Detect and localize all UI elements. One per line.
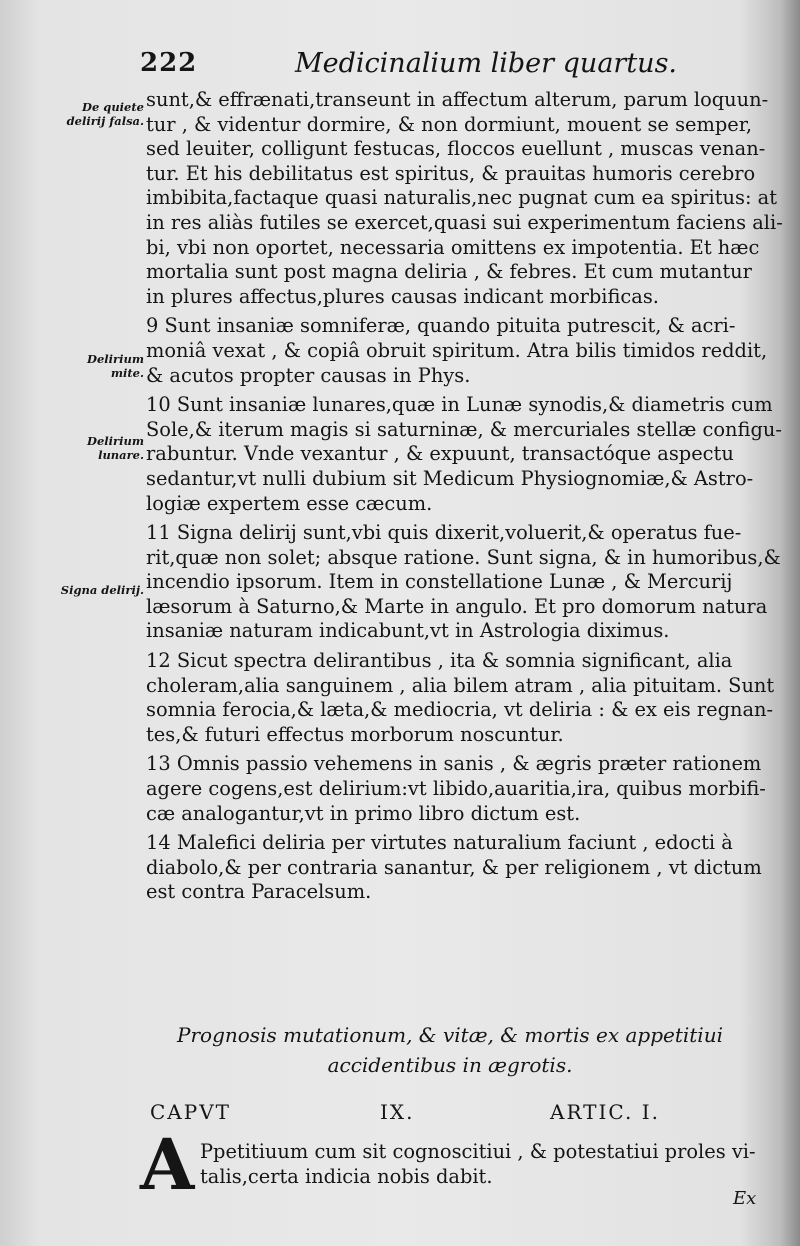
text-line: est contra Paracelsum. (146, 880, 372, 904)
text-line: tes,& futuri effectus morborum noscuntur. (146, 722, 564, 746)
running-title: Medicinalium liber quartus. (295, 48, 678, 79)
text-line: sed leuiter, colligunt festucas, floccos euellunt , muscas venan- (146, 137, 766, 161)
text-line: tur , & videntur dormire, & non dormiunt, mouent se semper, (146, 112, 753, 136)
text-line: 13 Omnis passio vehemens in sanis , & ægris præter rationem (146, 752, 762, 776)
catchword: Ex (733, 1188, 757, 1209)
body-text (146, 88, 783, 905)
article-label: ARTIC. I. (550, 1100, 660, 1124)
paragraph-9 (146, 314, 766, 388)
drop-cap: A (140, 1123, 195, 1206)
section-heading (140, 1020, 760, 1080)
text-line: talis,certa indicia nobis dabit. (200, 1164, 493, 1188)
heading-line: Prognosis mutationum, & vitæ, & mortis ex appetitiui (177, 1023, 723, 1047)
heading-line: accidentibus in ægrotis. (327, 1053, 573, 1077)
paragraph-13 (146, 752, 766, 826)
margin-note-quiete: De quiete delirij falsa. (66, 100, 144, 128)
text-line: 9 Sunt insaniæ somniferæ, quando pituita putrescit, & acri- (146, 314, 736, 338)
paragraph-12 (146, 649, 775, 747)
text-line: imbibita,factaque quasi naturalis,nec pugnat cum ea spiritus: at (146, 186, 778, 210)
text-line: 14 Malefici deliria per virtutes naturalium faciunt , edocti à (146, 831, 733, 855)
text-line: cæ analogantur,vt in primo libro dictum est. (146, 801, 581, 825)
text-line: somnia ferocia,& læta,& mediocria, vt deliria : & ex eis regnan- (146, 698, 774, 722)
chapter-number: IX. (380, 1100, 415, 1124)
text-line: sedantur,vt nulli dubium sit Medicum Physiognomiæ,& Astro- (146, 466, 754, 490)
text-line: moniâ vexat , & copiâ obruit spiritum. Atra bilis timidos reddit, (146, 338, 768, 362)
text-line: choleram,alia sanguinem , alia bilem atram , alia pituitam. Sunt (146, 673, 775, 697)
text-line: diabolo,& per contraria sanantur, & per religionem , vt dictum (146, 855, 762, 879)
paragraph-1 (146, 88, 783, 309)
text-line: Ppetitiuum cum sit cognoscitiui , & potestatiui proles vi- (200, 1140, 756, 1163)
text-line: rit,quæ non solet; absque ratione. Sunt signa, & in humoribus,& (146, 545, 781, 569)
text-line: tur. Et his debilitatus est spiritus, & prauitas humoris cerebro (146, 161, 756, 185)
text-line: in res aliàs futiles se exercet,quasi sui experimentum faciens ali- (146, 210, 783, 234)
paragraph-14 (146, 831, 766, 905)
margin-note-lunare: Delirium lunare. (87, 434, 144, 462)
text-line: bi, vbi non oportet, necessaria omittens ex impotentia. Et hæc (146, 235, 760, 259)
page-header (140, 48, 700, 84)
text-line: in plures affectus,plures causas indicant morbificas. (146, 284, 659, 308)
caput-label: CAPVT (150, 1100, 231, 1124)
text-line: sunt,& effrænati,transeunt in affectum alterum, parum loquun- (146, 88, 769, 111)
paragraph-11 (146, 521, 781, 644)
text-line: 12 Sicut spectra delirantibus , ita & somnia significant, alia (146, 649, 733, 673)
text-line: 10 Sunt insaniæ lunares,quæ in Lunæ synodis,& diametris cum (146, 393, 773, 417)
paragraph-10 (146, 393, 782, 516)
text-line: agere cogens,est delirium:vt libido,auaritia,ira, quibus morbifi- (146, 777, 766, 801)
text-line: incendio ipsorum. Item in constellatione Lunæ , & Mercurij (146, 570, 733, 594)
text-line: & acutos propter causas in Phys. (146, 363, 471, 387)
page-number: 222 (140, 48, 198, 78)
text-line: insaniæ naturam indicabunt,vt in Astrologia diximus. (146, 619, 670, 643)
text-line: Sole,& iterum magis si saturninæ, & mercuriales stellæ configu- (146, 417, 782, 441)
text-line: rabuntur. Vnde vexantur , & expuunt, transactóque aspectu (146, 442, 734, 466)
text-line: læsorum à Saturno,& Marte in angulo. Et pro domorum natura (146, 594, 768, 618)
text-line: logiæ expertem esse cæcum. (146, 491, 433, 515)
opening-paragraph (200, 1138, 760, 1187)
text-line: 11 Signa delirij sunt,vbi quis dixerit,voluerit,& operatus fue- (146, 521, 742, 545)
margin-note-signa: Signa delirij. (60, 583, 144, 597)
text-line: mortalia sunt post magna deliria , & febres. Et cum mutantur (146, 260, 752, 284)
margin-note-mite: Delirium mite. (87, 352, 144, 380)
